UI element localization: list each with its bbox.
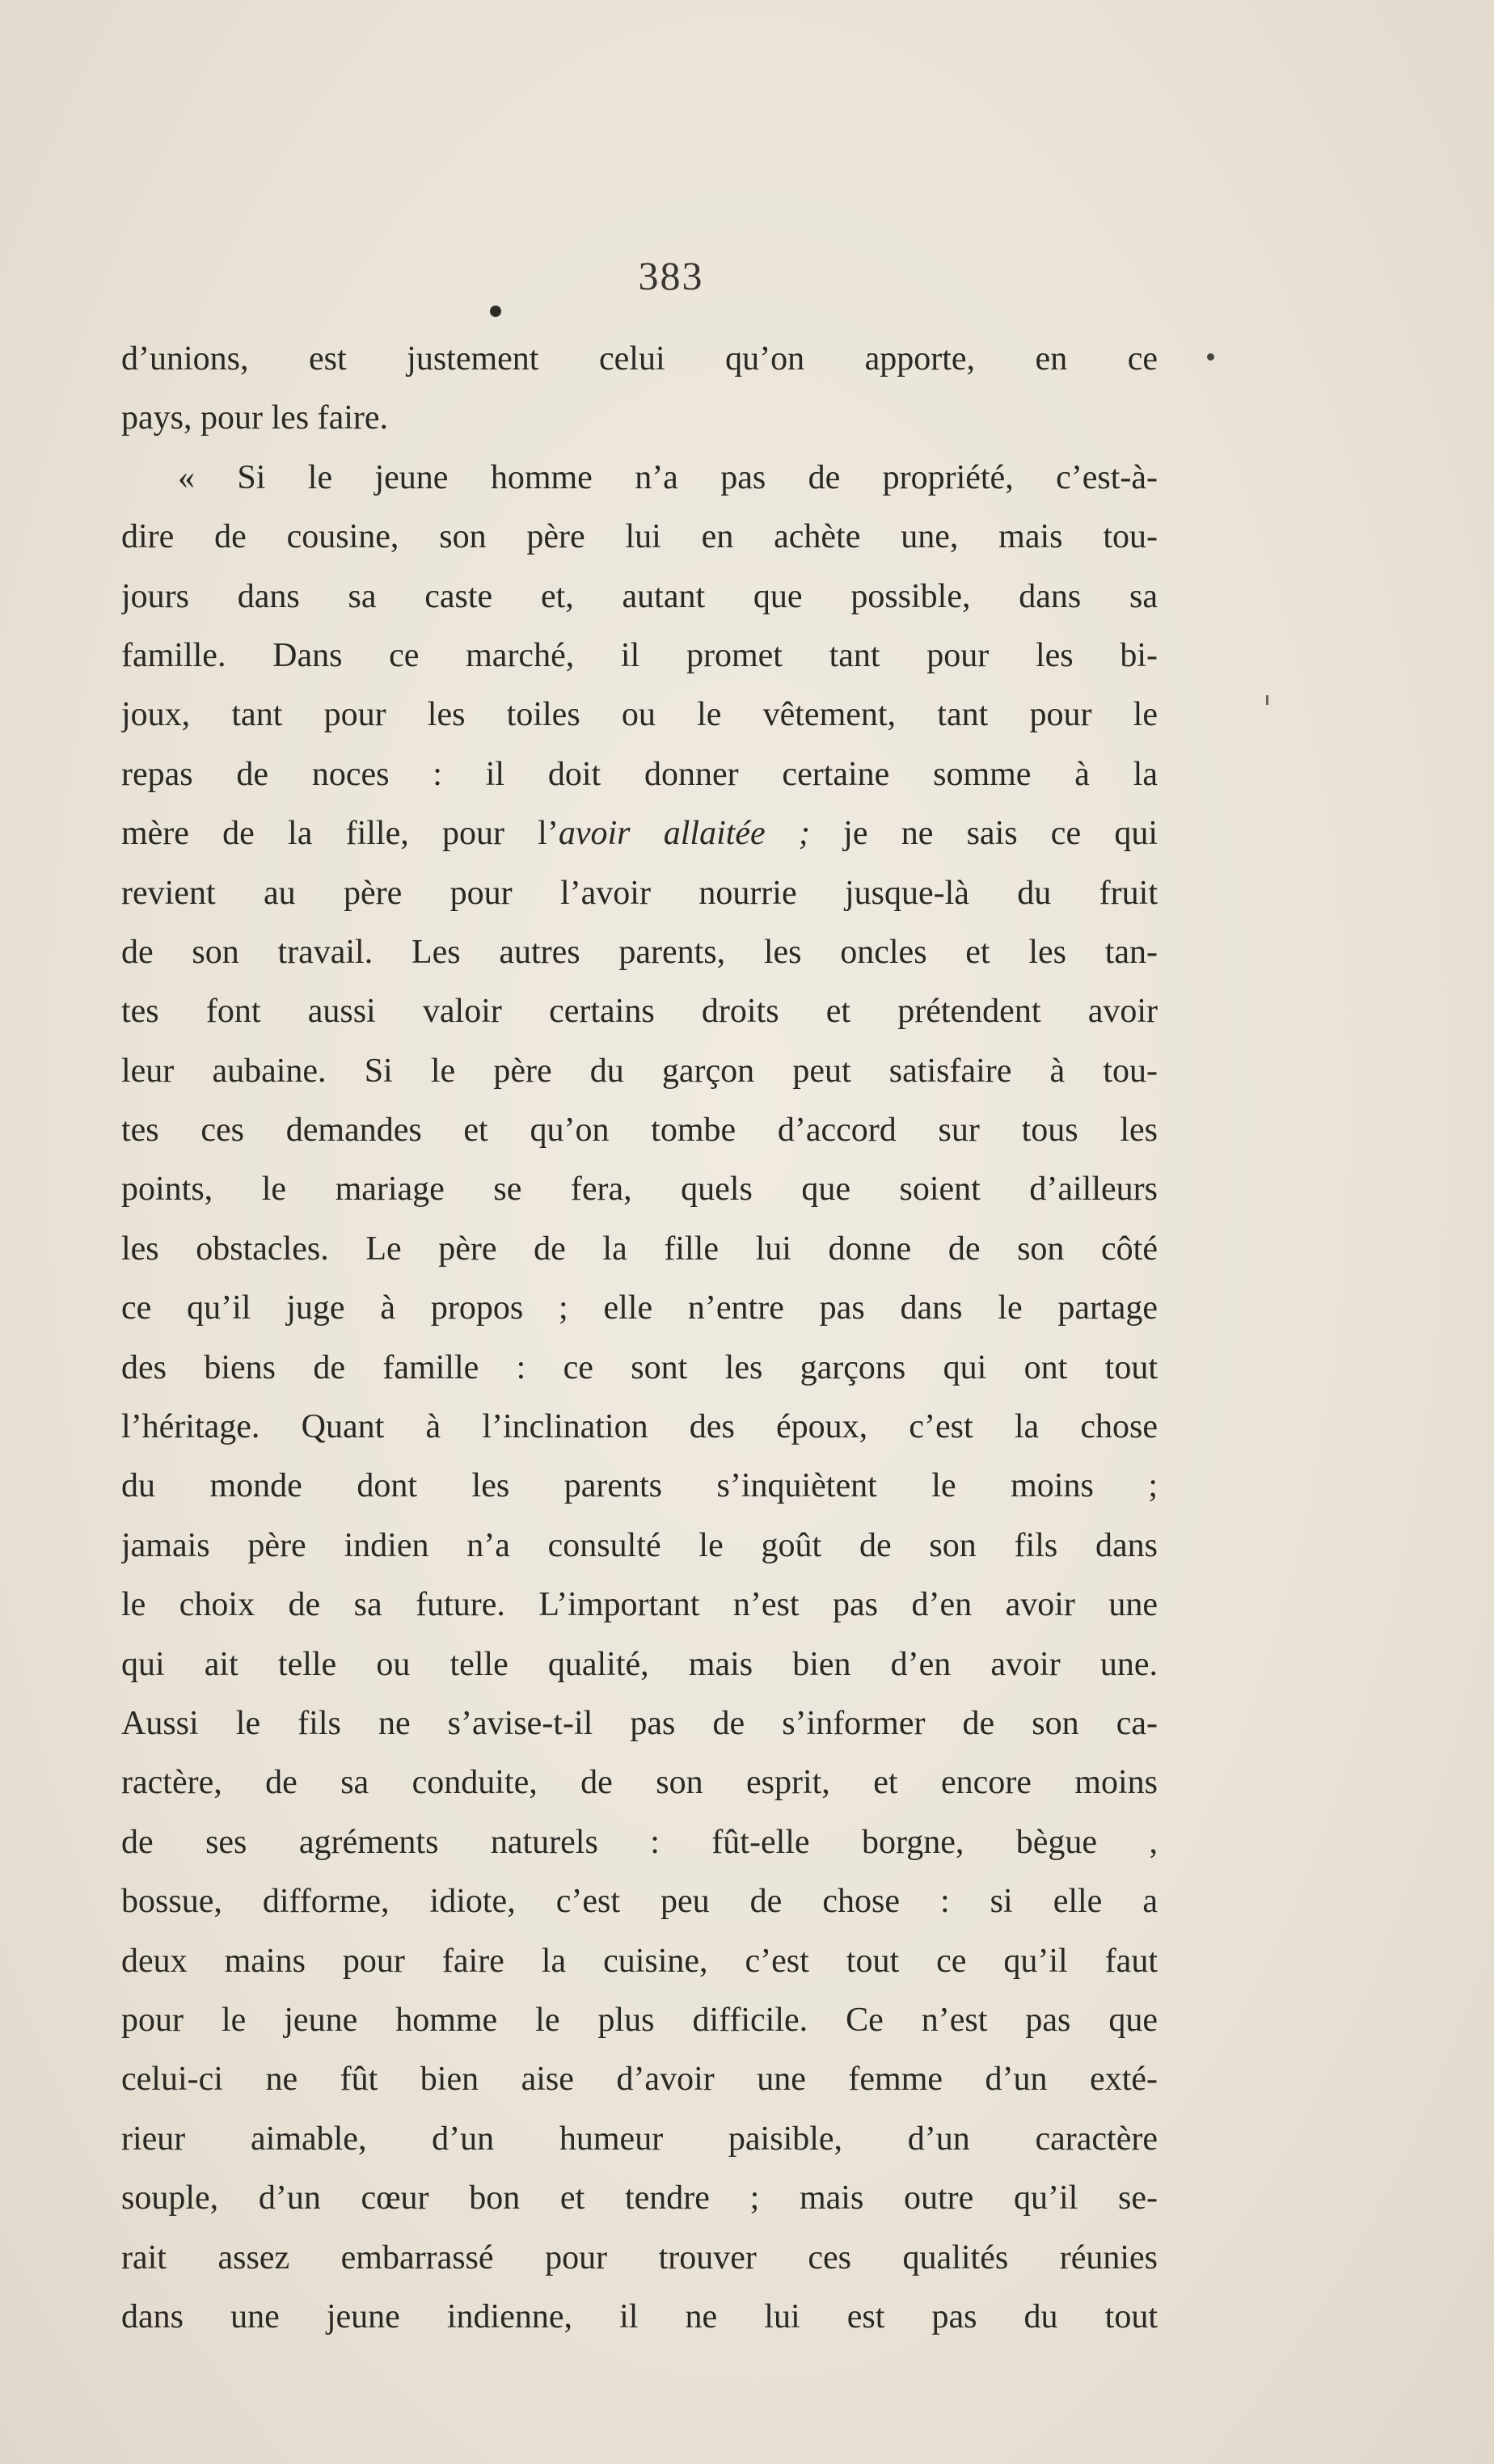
text-line: pays, pour les faire. <box>121 399 389 437</box>
text-line: « Si le jeune homme n’a pas de propriété, c’est-à- <box>178 458 1158 496</box>
text-line: leur aubaine. Si le père du garçon peut satisfaire à tou- <box>121 1052 1158 1090</box>
text-segment: mère de la fille, pour l’ <box>121 815 559 853</box>
text-line: des biens de famille : ce sont les garçons qui ont tout <box>121 1348 1158 1386</box>
text-line: tes font aussi valoir certains droits et prétendent avoir <box>121 993 1158 1031</box>
text-line: de ses agréments naturels : fût-elle borgne, bègue , <box>121 1823 1158 1861</box>
text-line: dire de cousine, son père lui en achète une, mais tou- <box>121 518 1158 556</box>
text-line: jamais père indien n’a consulté le goût de son fils dans <box>121 1526 1158 1564</box>
text-line: le choix de sa future. L’important n’est pas d’en avoir une <box>121 1586 1158 1624</box>
text-line: points, le mariage se fera, quels que soient d’ailleurs <box>121 1171 1158 1209</box>
text-line: ractère, de sa conduite, de son esprit, et encore moins <box>121 1764 1158 1802</box>
text-line: souple, d’un cœur bon et tendre ; mais outre qu’il se- <box>121 2179 1158 2217</box>
text-line: celui-ci ne fût bien aise d’avoir une femme d’un exté- <box>121 2061 1158 2099</box>
text-line: rieur aimable, d’un humeur paisible, d’un caractère <box>121 2120 1158 2158</box>
text-line: qui ait telle ou telle qualité, mais bien d’en avoir une. <box>121 1645 1158 1683</box>
text-line: bossue, difforme, idiote, c’est peu de chose : si elle a <box>121 1883 1158 1921</box>
text-line: tes ces demandes et qu’on tombe d’accord sur tous les <box>121 1112 1158 1150</box>
text-line: Aussi le fils ne s’avise-t-il pas de s’informer de son ca- <box>121 1704 1158 1742</box>
text-segment: je ne sais ce qui <box>809 815 1158 853</box>
text-line: dans une jeune indienne, il ne lui est pas du tout <box>121 2297 1158 2335</box>
text-line: du monde dont les parents s’inquiètent le moins ; <box>121 1467 1158 1505</box>
page-number: 383 <box>638 253 704 298</box>
text-line: joux, tant pour les toiles ou le vêtement, tant pour le <box>121 696 1158 734</box>
text-line: famille. Dans ce marché, il promet tant pour les bi- <box>121 636 1158 674</box>
text-line: d’unions, est justement celui qu’on apporte, en ce <box>121 340 1158 378</box>
text-line: les obstacles. Le père de la fille lui donne de son côté <box>121 1230 1158 1268</box>
text-line: pour le jeune homme le plus difficile. Ce n’est pas que <box>121 2001 1158 2039</box>
italic-phrase: avoir allaitée ; <box>558 815 810 853</box>
text-line: jours dans sa caste et, autant que possible, dans sa <box>121 577 1158 615</box>
text-line <box>121 804 1158 863</box>
text-line: repas de noces : il doit donner certaine somme à la <box>121 755 1158 793</box>
body-text <box>121 330 1158 2347</box>
ink-dot <box>490 306 501 317</box>
text-line: rait assez embarrassé pour trouver ces qualités réunies <box>121 2238 1158 2276</box>
text-line: de son travail. Les autres parents, les oncles et les tan- <box>121 933 1158 971</box>
text-line: deux mains pour faire la cuisine, c’est tout ce qu’il faut <box>121 1942 1158 1980</box>
text-line: revient au père pour l’avoir nourrie jusque-là du fruit <box>121 874 1158 912</box>
text-line: ce qu’il juge à propos ; elle n’entre pas dans le partage <box>121 1289 1158 1327</box>
text-line: l’héritage. Quant à l’inclination des époux, c’est la chose <box>121 1408 1158 1446</box>
margin-speck <box>1266 695 1268 705</box>
margin-mark <box>1207 353 1214 361</box>
